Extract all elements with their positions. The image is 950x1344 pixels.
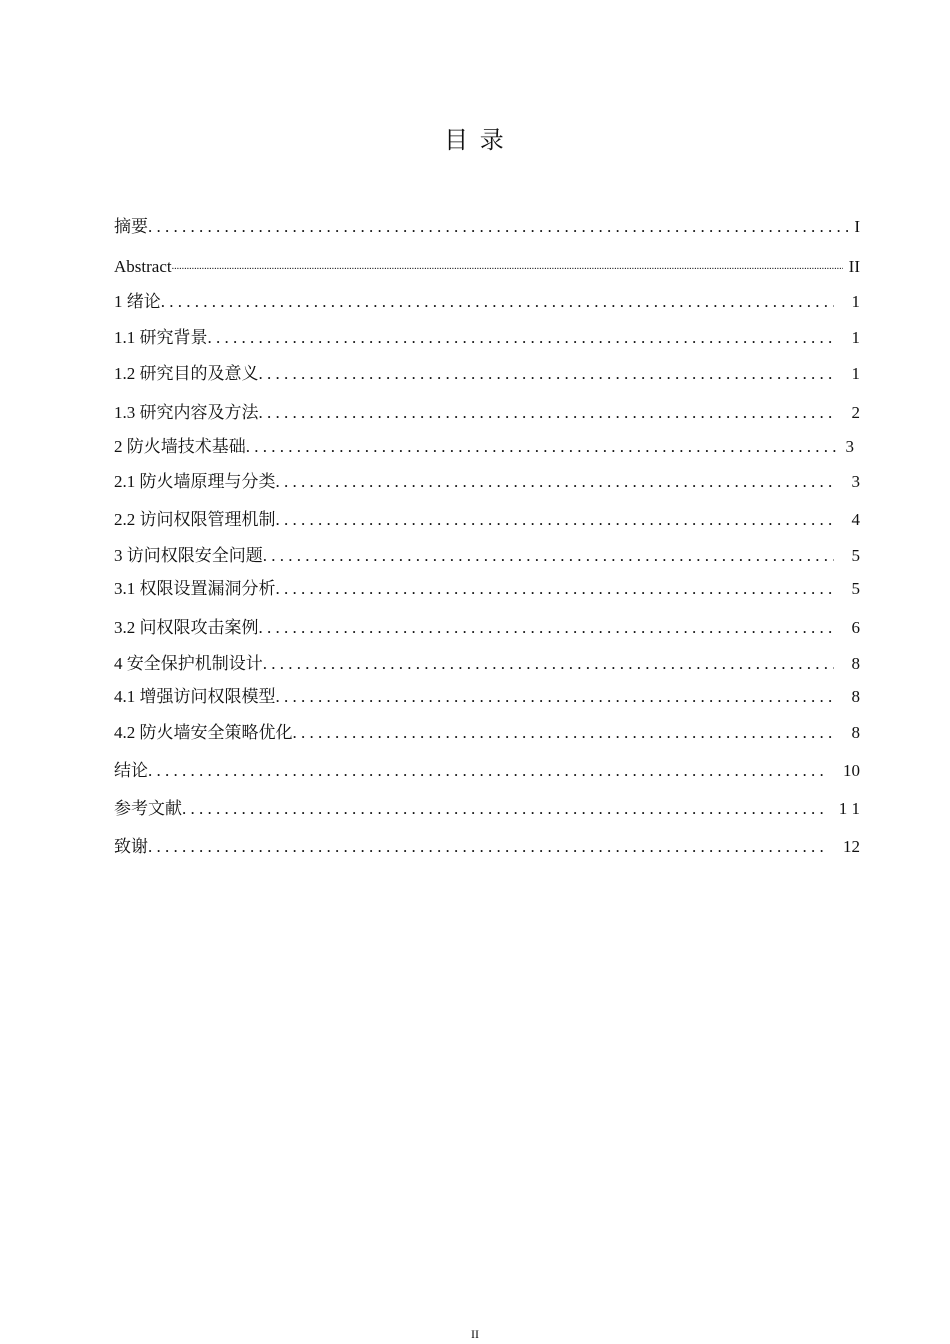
toc-entry-label: 致谢 [114,837,148,856]
toc-entry-page: 2 [851,403,860,422]
toc-entry-label: 结论 [114,761,148,780]
toc-entry-label: 1.1 研究背景 [114,328,208,347]
toc-dot-leader [246,436,840,458]
toc-entry-label: 摘要 [114,217,148,236]
toc-entry-abstract-cn[interactable] [114,212,860,238]
toc-entry-page: 1 [851,328,860,347]
toc-entry-chapter-1[interactable] [114,287,860,313]
toc-entry-page: 12 [843,837,860,856]
toc-entry-label: 3 访问权限安全问题 [114,546,263,565]
toc-entry-section-2-2[interactable] [114,505,860,531]
toc-entry-page: 5 [851,579,860,598]
toc-dot-leader [148,836,826,858]
toc-entry-label: 2 防火墙技术基础 [114,437,246,456]
toc-entry-page: 8 [851,654,860,673]
toc-dot-leader [148,216,848,238]
toc-entry-section-1-2[interactable] [114,359,860,385]
toc-dot-leader [259,363,835,385]
toc-dot-leader [263,545,834,567]
page-title: 目 录 [444,126,506,154]
toc-entry-section-1-3[interactable] [114,398,860,424]
toc-dot-leader [172,253,843,278]
toc-entry-label: 1 绪论 [114,292,161,311]
toc-entry-acknowledgements[interactable] [114,832,860,858]
toc-entry-page: 1 [851,364,860,383]
toc-entry-conclusion[interactable] [114,756,860,782]
toc-dot-leader [182,798,825,820]
toc-entry-section-3-2[interactable] [114,613,860,639]
toc-entry-chapter-3[interactable] [114,541,860,567]
toc-entry-references[interactable] [114,794,860,820]
toc-entry-section-2-1[interactable] [114,467,860,493]
toc-entry-page: 5 [851,546,860,565]
toc-entry-page: 1 [851,292,860,311]
toc-dot-leader [263,653,834,675]
toc-entry-page: 6 [851,618,860,637]
toc-entry-label: 4.2 防火墙安全策略优化 [114,723,293,742]
toc-entry-label: 1.3 研究内容及方法 [114,403,259,422]
toc-entry-page: 1 1 [838,799,860,818]
footer-page-number: II [471,1327,479,1341]
toc-dot-leader [208,327,835,349]
toc-entry-label: Abstract [114,257,172,276]
toc-dot-leader [276,578,835,600]
toc-entry-label: 3.1 权限设置漏洞分析 [114,579,276,598]
toc-entry-chapter-2[interactable] [114,432,854,458]
toc-entry-label: 4.1 增强访问权限模型 [114,687,276,706]
toc-dot-leader [276,471,835,493]
toc-entry-label: 2.1 防火墙原理与分类 [114,472,276,491]
toc-entry-section-4-1[interactable] [114,682,860,708]
toc-entry-page: I [854,217,860,236]
toc-entry-label: 3.2 问权限攻击案例 [114,618,259,637]
toc-dot-leader [259,617,835,639]
toc-entry-label: 4 安全保护机制设计 [114,654,263,673]
toc-entry-chapter-4[interactable] [114,649,860,675]
toc-entry-page: 10 [843,761,860,780]
toc-entry-section-3-1[interactable] [114,574,860,600]
toc-dot-leader [259,402,835,424]
toc-entry-label: 2.2 访问权限管理机制 [114,510,276,529]
toc-entry-page: 3 [845,437,854,456]
toc-entry-page: 8 [851,723,860,742]
toc-entry-section-4-2[interactable] [114,718,860,744]
toc-dot-leader [161,291,834,313]
toc-dot-leader [293,722,835,744]
toc-entry-label: 1.2 研究目的及意义 [114,364,259,383]
toc-entry-page: 8 [851,687,860,706]
toc-entry-abstract-en[interactable] [114,252,860,278]
toc-dot-leader [276,509,835,531]
toc-entry-page: 4 [851,510,860,529]
toc-entry-label: 参考文献 [114,799,182,818]
toc-dot-leader [276,686,835,708]
toc-entry-section-1-1[interactable] [114,323,860,349]
toc-dot-leader [148,760,826,782]
toc-entry-page: 3 [851,472,860,491]
toc-entry-page: II [848,257,860,276]
